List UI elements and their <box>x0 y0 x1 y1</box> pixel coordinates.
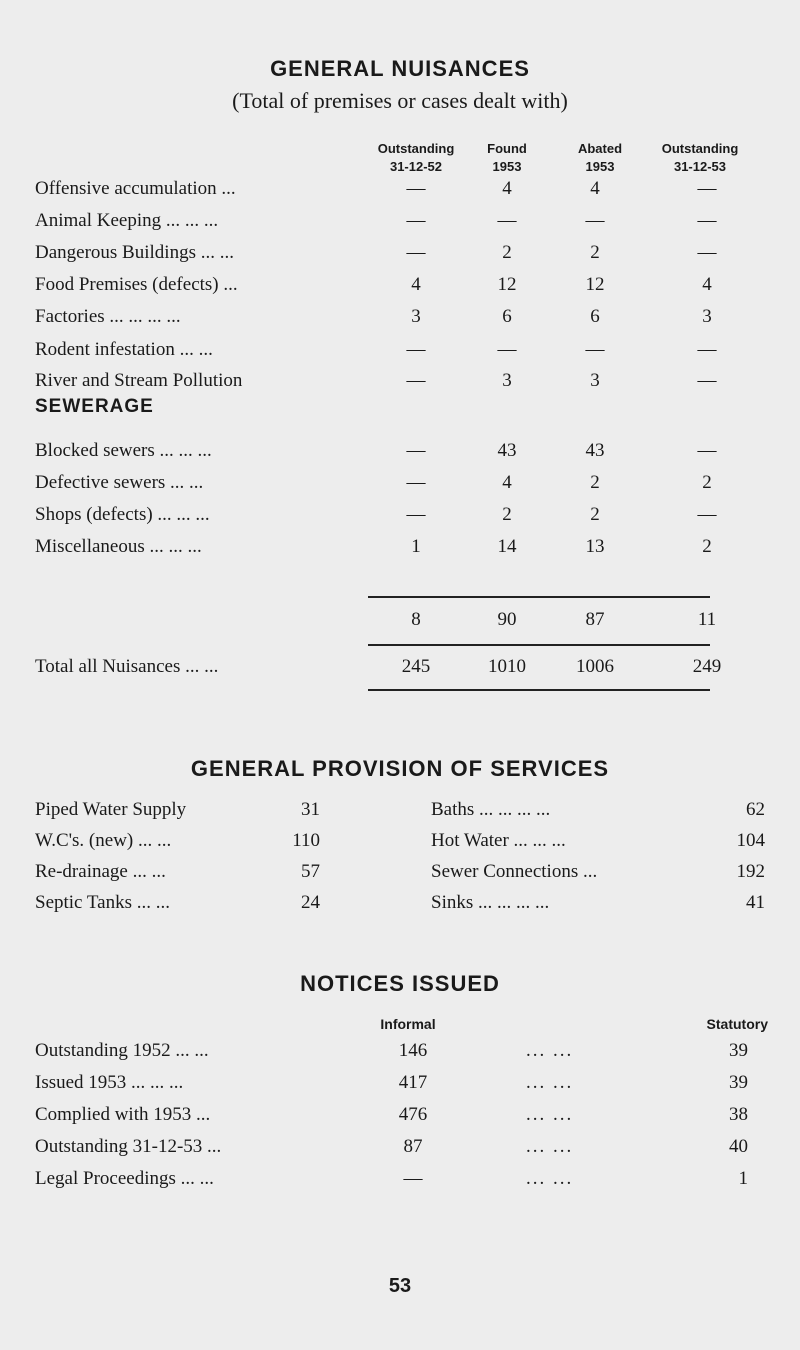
total-value: 1006 <box>576 656 614 677</box>
nuisance-row-value: 4 <box>590 178 600 199</box>
nuisance-row-value: — <box>697 210 717 231</box>
col-header-statutory: Statutory <box>706 1016 768 1032</box>
notice-dots: ... ... <box>526 1168 574 1189</box>
subtotal-value: 8 <box>411 609 421 630</box>
sewerage-row-value: 2 <box>590 472 600 493</box>
nuisance-row-label: Factories ... ... ... ... <box>35 306 181 327</box>
total-value: 249 <box>692 656 722 677</box>
nuisance-row-value: 4 <box>502 178 512 199</box>
notice-row-label: Issued 1953 ... ... ... <box>35 1072 184 1093</box>
nuisance-row-value: — <box>406 178 426 199</box>
nuisance-row-value: — <box>406 242 426 263</box>
sewerage-row-value: 2 <box>702 536 712 557</box>
notice-dots: ... ... <box>526 1040 574 1061</box>
sewerage-row-value: — <box>406 504 426 525</box>
subtotal-rule <box>368 596 710 598</box>
notice-informal-value: — <box>403 1168 423 1189</box>
subtotal-value: 90 <box>497 609 517 630</box>
nuisance-row-value: — <box>497 339 517 360</box>
col-header-outstanding-52: Outstanding 31-12-52 <box>377 141 455 174</box>
nuisance-row-value: 6 <box>502 306 512 327</box>
col-header-informal: Informal <box>380 1016 436 1032</box>
nuisance-row-value: 3 <box>411 306 421 327</box>
notice-informal-value: 87 <box>403 1136 423 1157</box>
nuisance-row-label: Food Premises (defects) ... <box>35 274 238 295</box>
nuisance-row-value: 12 <box>585 274 605 295</box>
provision-right-label: Hot Water ... ... ... <box>431 830 566 851</box>
sewerage-row-label: Miscellaneous ... ... ... <box>35 536 202 557</box>
nuisance-row-value: 4 <box>702 274 712 295</box>
sewerage-row-label: Blocked sewers ... ... ... <box>35 440 212 461</box>
notice-dots: ... ... <box>526 1136 574 1157</box>
notice-informal-value: 417 <box>398 1072 428 1093</box>
notice-statutory-value: 39 <box>729 1072 748 1093</box>
sewerage-row-value: 2 <box>590 504 600 525</box>
sewerage-row-value: 14 <box>497 536 517 557</box>
provision-right-label: Baths ... ... ... ... <box>431 799 551 820</box>
sewerage-row-value: 13 <box>585 536 605 557</box>
sewerage-row-label: Shops (defects) ... ... ... <box>35 504 210 525</box>
notice-dots: ... ... <box>526 1072 574 1093</box>
notice-statutory-value: 39 <box>729 1040 748 1061</box>
sewerage-row-value: — <box>406 472 426 493</box>
provision-title: GENERAL PROVISION OF SERVICES <box>190 756 610 781</box>
total-rule-top <box>368 644 710 646</box>
nuisance-row-value: — <box>697 242 717 263</box>
notices-title: NOTICES ISSUED <box>300 971 500 996</box>
provision-right-value: 41 <box>746 892 765 913</box>
nuisance-row-value: 2 <box>590 242 600 263</box>
nuisance-row-value: — <box>406 210 426 231</box>
notice-row-label: Outstanding 31-12-53 ... <box>35 1136 222 1157</box>
notice-row-label: Outstanding 1952 ... ... <box>35 1040 209 1061</box>
sewerage-row-value: — <box>697 440 717 461</box>
sewerage-row-value: 1 <box>411 536 421 557</box>
nuisance-row-value: — <box>585 339 605 360</box>
col-header-outstanding-53: Outstanding 31-12-53 <box>661 141 739 174</box>
subtotal-value: 87 <box>585 609 605 630</box>
nuisance-row-value: 3 <box>502 370 512 391</box>
sewerage-row-value: — <box>697 504 717 525</box>
nuisance-row-value: 12 <box>497 274 517 295</box>
sewerage-row-value: 2 <box>502 504 512 525</box>
provision-left-value: 24 <box>301 892 320 913</box>
provision-left-value: 110 <box>292 830 320 851</box>
provision-left-label: Piped Water Supply <box>35 799 187 820</box>
col-header-abated: Abated 1953 <box>577 141 623 174</box>
nuisance-row-value: — <box>406 339 426 360</box>
nuisance-row-value: — <box>697 178 717 199</box>
nuisance-row-label: River and Stream Pollution <box>35 370 243 391</box>
notice-statutory-value: 38 <box>729 1104 748 1125</box>
nuisance-row-value: 4 <box>411 274 421 295</box>
sewerage-row-value: 43 <box>497 440 517 461</box>
provision-right-value: 104 <box>736 830 765 851</box>
nuisance-row-value: 6 <box>590 306 600 327</box>
notice-statutory-value: 1 <box>738 1168 748 1189</box>
notice-dots: ... ... <box>526 1104 574 1125</box>
provision-left-label: W.C's. (new) ... ... <box>35 830 172 851</box>
total-value: 1010 <box>488 656 526 677</box>
provision-right-label: Sinks ... ... ... ... <box>431 892 550 913</box>
provision-left-value: 57 <box>301 861 320 882</box>
nuisances-subtitle: (Total of premises or cases dealt with) <box>232 88 568 113</box>
provision-right-label: Sewer Connections ... <box>431 861 598 882</box>
subtotal-value: 11 <box>697 609 717 630</box>
nuisance-row-label: Animal Keeping ... ... ... <box>35 210 219 231</box>
nuisance-row-value: — <box>497 210 517 231</box>
nuisance-row-value: — <box>406 370 426 391</box>
notice-informal-value: 476 <box>398 1104 428 1125</box>
sewerage-row-value: 43 <box>585 440 605 461</box>
provision-left-label: Re-drainage ... ... <box>35 861 166 882</box>
provision-right-value: 192 <box>736 861 765 882</box>
notice-statutory-value: 40 <box>729 1136 748 1157</box>
sewerage-row-value: — <box>406 440 426 461</box>
sewerage-row-label: Defective sewers ... ... <box>35 472 204 493</box>
total-rule-bottom <box>368 689 710 691</box>
total-label: Total all Nuisances ... ... <box>35 656 219 677</box>
nuisance-row-value: — <box>585 210 605 231</box>
nuisance-row-value: — <box>697 370 717 391</box>
nuisance-row-value: — <box>697 339 717 360</box>
sewerage-row-value: 2 <box>702 472 712 493</box>
total-value: 245 <box>401 656 431 677</box>
nuisances-title: GENERAL NUISANCES <box>270 56 530 81</box>
provision-right-value: 62 <box>746 799 765 820</box>
provision-left-label: Septic Tanks ... ... <box>35 892 171 913</box>
nuisance-row-label: Rodent infestation ... ... <box>35 339 213 360</box>
nuisance-row-value: 3 <box>702 306 712 327</box>
page-number: 53 <box>388 1275 412 1297</box>
provision-left-value: 31 <box>301 799 320 820</box>
sewerage-row-value: 4 <box>502 472 512 493</box>
nuisance-row-label: Offensive accumulation ... <box>35 178 236 199</box>
notice-row-label: Legal Proceedings ... ... <box>35 1168 214 1189</box>
nuisance-row-label: Dangerous Buildings ... ... <box>35 242 234 263</box>
notice-row-label: Complied with 1953 ... <box>35 1104 211 1125</box>
nuisance-row-value: 2 <box>502 242 512 263</box>
sewerage-heading: SEWERAGE <box>35 396 154 417</box>
nuisance-row-value: 3 <box>590 370 600 391</box>
notice-informal-value: 146 <box>398 1040 428 1061</box>
col-header-found: Found 1953 <box>487 141 527 174</box>
